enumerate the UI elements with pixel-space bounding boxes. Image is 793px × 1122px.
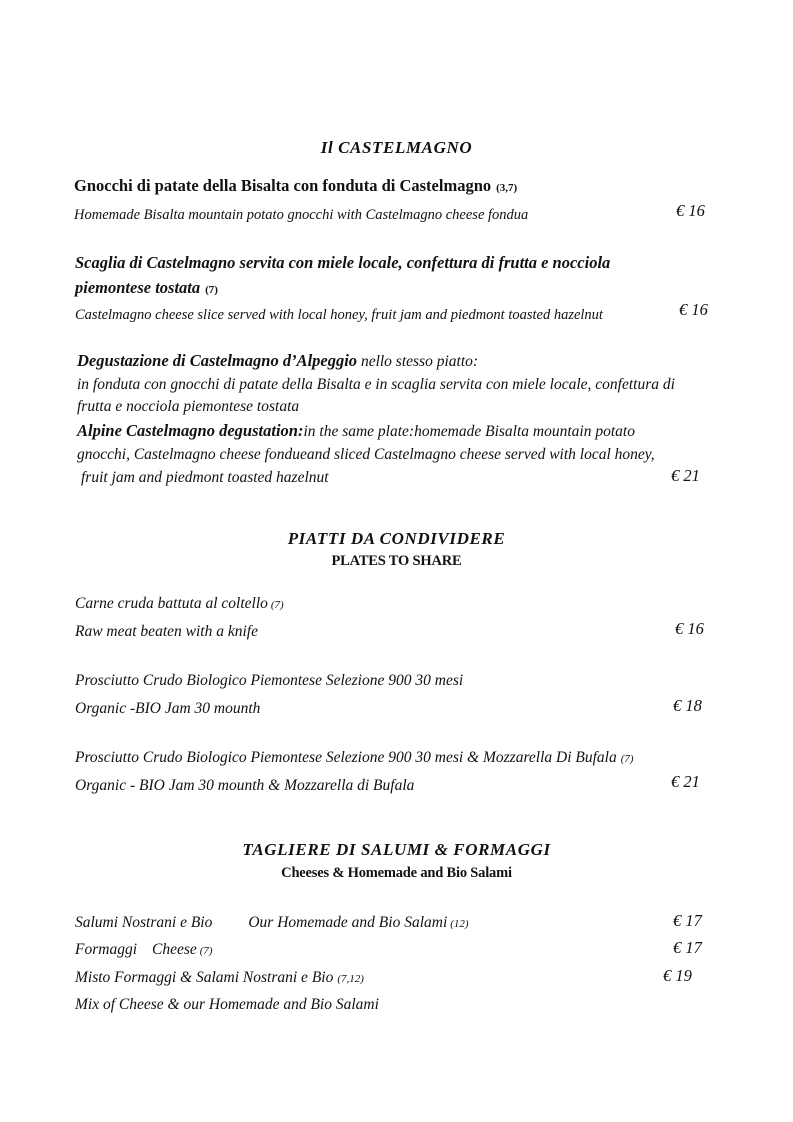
item-price: € 17	[673, 938, 702, 957]
item-desc-line	[75, 775, 775, 798]
item-price: € 19	[663, 966, 692, 985]
item-name-it: Degustazione di Castelmagno d’Alpeggio	[77, 351, 358, 370]
menu-item-salumi-nostrani	[75, 912, 715, 935]
section-heading: TAGLIERE DI SALUMI & FORMAGGI	[242, 840, 551, 859]
item-name-it-line2: piemontese tostata	[75, 277, 201, 297]
item-name-line-1	[75, 251, 715, 276]
item-desc-en-2: gnocchi, Castelmagno cheese fondueand sliced Castelmagno cheese served with local honey,	[77, 445, 655, 463]
item-name-line-2	[75, 276, 715, 301]
item-price: € 17	[673, 911, 702, 930]
item-name-line	[75, 912, 715, 935]
item-desc-en-line-3	[77, 467, 702, 490]
menu-item-prosciutto-900	[75, 670, 715, 720]
item-name-it: Misto Formaggi & Salami Nostrani e Bio	[75, 969, 334, 986]
item-name-tail: nello stesso piatto:	[357, 353, 479, 370]
item-name-line	[75, 593, 715, 616]
menu-item-carne-cruda	[75, 593, 715, 643]
section-title-castelmagno	[0, 138, 793, 158]
allergen-codes: (7)	[205, 283, 218, 296]
menu-item-prosciutto-mozzarella	[75, 747, 775, 797]
allergen-codes: (7)	[270, 599, 284, 611]
item-name-it: Formaggi	[75, 941, 137, 958]
item-name-it: Prosciutto Crudo Biologico Piemontese Selezione 900 30 mesi	[75, 672, 464, 689]
item-desc-line	[75, 621, 715, 644]
item-desc-en: Homemade Bisalta mountain potato gnocchi with Castelmagno cheese fondua	[74, 206, 529, 223]
item-name-en: Our Homemade and Bio Salami	[248, 914, 448, 931]
item-desc-en-3: fruit jam and piedmont toasted hazelnut	[81, 468, 329, 486]
item-name-line	[74, 174, 719, 199]
item-desc-en-1: in the same plate:homemade Bisalta mountain potato	[303, 423, 635, 441]
item-name-it: Prosciutto Crudo Biologico Piemontese Selezione 900 30 mesi & Mozzarella Di Bufala	[75, 749, 617, 766]
menu-item-gnocchi-castelmagno	[74, 174, 719, 226]
item-desc-en: Organic - BIO Jam 30 mounth & Mozzarella di Bufala	[75, 776, 415, 794]
item-name-it: Gnocchi di patate della Bisalta con fonduta di Castelmagno	[74, 176, 492, 195]
menu-item-formaggi	[75, 939, 715, 962]
item-name-line	[77, 349, 702, 374]
allergen-codes: (7,12)	[337, 973, 364, 985]
item-desc-en: Organic -BIO Jam 30 mounth	[75, 699, 261, 717]
section-heading: Il CASTELMAGNO	[320, 138, 473, 157]
item-name-it-line1: Scaglia di Castelmagno servita con miele locale, confettura di frutta e nocciola	[75, 253, 611, 272]
item-name-en: Cheese	[152, 941, 197, 958]
item-price: € 21	[671, 466, 700, 485]
section-subheading: PLATES TO SHARE	[331, 553, 462, 569]
section-title-piatti-da-condividere	[0, 529, 793, 570]
item-desc-en: Raw meat beaten with a knife	[75, 622, 258, 640]
item-name-it: Salumi Nostrani e Bio	[75, 914, 213, 931]
item-desc-it-2: frutta e nocciola piemontese tostata	[77, 398, 300, 416]
item-desc-it-line-1	[77, 374, 702, 397]
item-price: € 21	[671, 772, 700, 791]
item-name-line	[75, 939, 715, 962]
item-desc-line	[75, 994, 715, 1017]
item-desc-it-line-2	[77, 396, 702, 419]
item-desc-en: Mix of Cheese & our Homemade and Bio Salami	[75, 995, 379, 1013]
item-price: € 16	[676, 201, 705, 220]
menu-item-misto-formaggi-salami	[75, 967, 715, 1016]
item-desc-line	[75, 304, 715, 327]
item-name-line	[75, 967, 715, 990]
item-desc-en: Castelmagno cheese slice served with local honey, fruit jam and piedmont toasted hazelnut	[75, 307, 603, 324]
item-price: € 16	[675, 619, 704, 638]
item-desc-line	[75, 698, 715, 721]
item-desc-en-line-2	[77, 444, 702, 467]
menu-item-degustazione-alpeggio	[77, 349, 702, 489]
allergen-codes: (7)	[620, 753, 634, 765]
section-subheading: Cheeses & Homemade and Bio Salami	[281, 865, 512, 881]
item-name-it: Carne cruda battuta al coltello	[75, 595, 268, 612]
allergen-codes: (12)	[450, 918, 469, 930]
item-name-en: Alpine Castelmagno degustation:	[77, 421, 304, 441]
item-name-line	[75, 670, 715, 693]
section-heading: PIATTI DA CONDIVIDERE	[287, 529, 506, 548]
menu-item-scaglia-castelmagno	[75, 251, 715, 327]
allergen-codes: (3,7)	[496, 182, 518, 194]
section-title-tagliere	[0, 840, 793, 882]
item-price: € 16	[679, 300, 708, 319]
item-desc-line	[74, 204, 719, 227]
allergen-codes: (7)	[199, 945, 213, 957]
item-name-en-line	[77, 419, 702, 444]
item-price: € 18	[673, 696, 702, 715]
item-name-line	[75, 747, 775, 770]
item-desc-it-1: in fonduta con gnocchi di patate della Bisalta e in scaglia servita con miele locale, confettura di	[77, 375, 675, 393]
